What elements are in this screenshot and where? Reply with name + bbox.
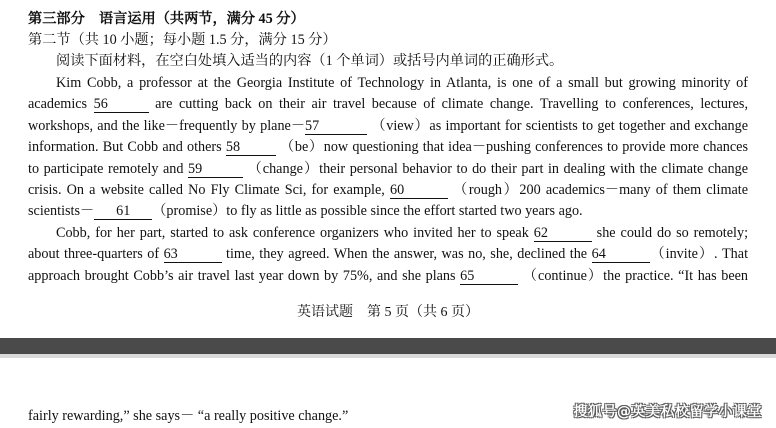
blank-58[interactable]: 58 [226,140,276,156]
page-footer: 英语试题 第 5 页（共 6 页） [297,305,479,320]
blank-57[interactable]: 57 [305,119,367,135]
passage-line-2: academics 56 are cutting back on their air travel because of climate change. Travelling to conferences, lectures, [28,96,749,112]
passage-line-3: workshops, and the like－frequently by plane－57 （view）as important for scientists to get together and exchange [28,118,748,134]
page-divider [0,338,776,354]
blank-61[interactable]: 61 [94,204,152,220]
passage-line-10: approach brought Cobb’s air travel last year down by 75%, and she plans 65 （continue）the practice. “It has been [28,268,749,284]
passage-line-9: about three-quarters of 63 time, they agreed. When the answer, was no, she, declined the 64 （invite）. That [28,246,749,262]
exam-page-6 [0,358,776,428]
watermark: 搜狐号@英美私校留学小课堂 [573,404,762,420]
passage-line-6: crisis. On a website called No Fly Climate Sci, for example, 60 （rough）200 academics－many of them climate [28,182,749,198]
blank-63[interactable]: 63 [164,247,222,263]
passage-line-1: Kim Cobb, a professor at the Georgia Institute of Technology in Atlanta, is one of a small but growing minority of [56,75,748,91]
passage-continuation: fairly rewarding,” she says－ “a really positive change.” [28,408,349,424]
passage-line-5: to participate remotely and 59 （change）their personal behavior to do their part in dealing with the climate change [28,161,749,177]
blank-59[interactable]: 59 [188,162,243,178]
passage-line-7: scientists－ 61 （promise）to fly as little as possible since the effort started two years ago. [28,203,583,219]
passage-line-8: Cobb, for her part, started to ask conference organizers who invited her to speak 62 she could do so remotely; [56,225,749,241]
instruction: 阅读下面材料，在空白处填入适当的内容（1 个单词）或括号内单词的正确形式。 [56,53,564,69]
part-title: 第三部分 语言运用（共两节，满分 45 分） [28,11,305,27]
blank-64[interactable]: 64 [592,247,650,263]
passage-line-4: information. But Cobb and others 58 （be）now questioning that idea－pushing conferences to provide more chances [28,139,749,155]
blank-60[interactable]: 60 [390,183,448,199]
blank-62[interactable]: 62 [534,226,592,242]
blank-56[interactable]: 56 [94,97,149,113]
blank-65[interactable]: 65 [460,269,518,285]
section-title: 第二节（共 10 小题；每小题 1.5 分，满分 15 分） [28,32,337,48]
